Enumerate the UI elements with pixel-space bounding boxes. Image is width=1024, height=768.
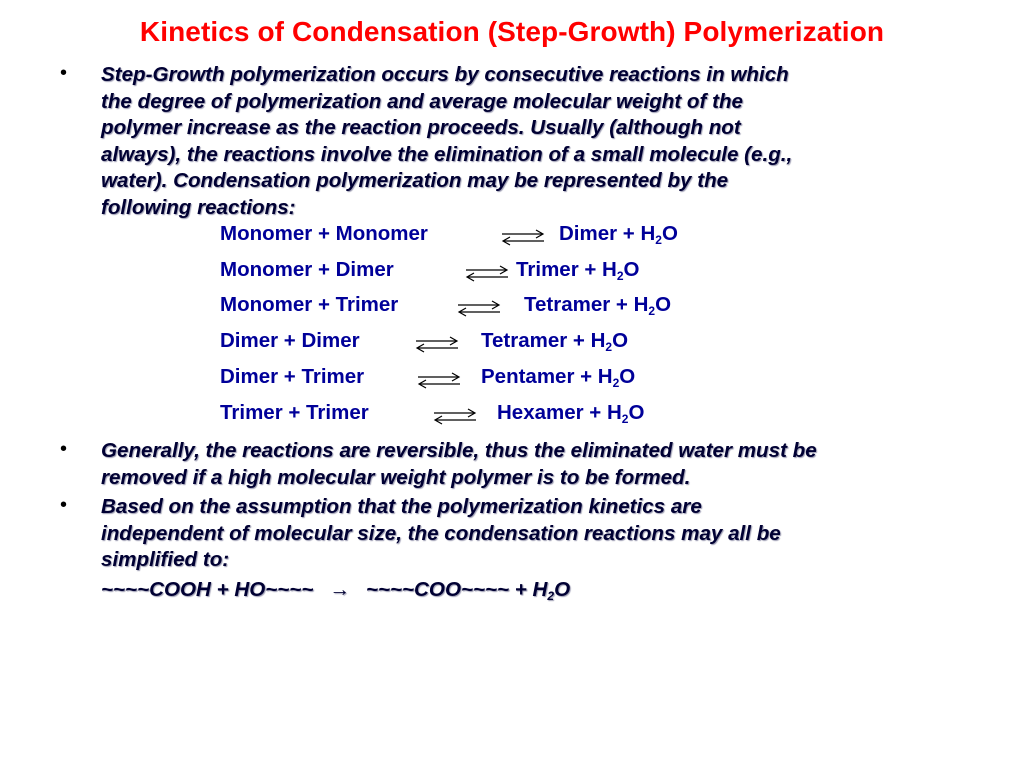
- reaction-product-tail: O: [628, 401, 645, 424]
- bullet-2-text: [101, 438, 1010, 491]
- equilibrium-arrow-icon: [416, 369, 462, 391]
- reaction-row: [220, 329, 820, 365]
- reaction-product: Trimer + H: [516, 258, 617, 281]
- equilibrium-arrow-icon: [432, 405, 478, 427]
- bullet-1: [60, 62, 1010, 222]
- reaction-lhs: Dimer + Dimer: [220, 329, 360, 352]
- equation-rhs-tail: O: [554, 578, 571, 601]
- bullet-1-text: [101, 62, 1010, 222]
- bullet-1-line: always), the reactions involve the elimination of a small molecule (e.g.,: [101, 142, 793, 166]
- subscript: 2: [621, 412, 629, 426]
- reaction-product-tail: O: [619, 365, 636, 388]
- reaction-product: Pentamer + H: [481, 365, 613, 388]
- equilibrium-arrow-icon: [464, 262, 510, 284]
- subscript: 2: [655, 233, 662, 247]
- reaction-row: [220, 258, 820, 294]
- bullet-3-line: independent of molecular size, the condensation reactions may all be: [101, 521, 781, 545]
- reaction-product: Hexamer + H: [497, 401, 622, 424]
- reaction-rhs: [481, 329, 628, 354]
- bullet-1-line: water). Condensation polymerization may be represented by the: [101, 169, 729, 193]
- reaction-product-tail: O: [661, 222, 678, 245]
- bullet-2: [60, 438, 1010, 491]
- reaction-row: [220, 222, 820, 258]
- reaction-rhs: [559, 222, 678, 247]
- equation-rhs: ~~~~COO~~~~ + H: [365, 578, 548, 601]
- reaction-product-tail: O: [623, 258, 640, 281]
- reaction-rhs: [481, 365, 635, 390]
- reaction-lhs: Monomer + Monomer: [220, 222, 428, 245]
- reaction-lhs: Monomer + Dimer: [220, 258, 394, 281]
- reaction-product-tail: O: [655, 293, 672, 316]
- bullet-marker: •: [60, 494, 68, 516]
- reaction-row: [220, 365, 820, 401]
- equilibrium-arrow-icon: [414, 333, 460, 355]
- reaction-rhs: [524, 293, 671, 318]
- bullet-2-line: removed if a high molecular weight polymer is to be formed.: [101, 465, 691, 489]
- bullet-3-line: simplified to:: [101, 548, 230, 572]
- reaction-row: [220, 401, 820, 437]
- bullet-3-text: [101, 494, 1010, 574]
- reaction-lhs: Dimer + Trimer: [220, 365, 365, 388]
- bullet-1-line: following reactions:: [101, 195, 296, 219]
- bullet-1-line: the degree of polymerization and average molecular weight of the: [101, 89, 743, 113]
- reaction-lhs: Trimer + Trimer: [220, 401, 369, 424]
- equilibrium-arrow-icon: [456, 297, 502, 319]
- bullet-marker: •: [60, 62, 68, 84]
- subscript: 2: [547, 589, 555, 603]
- subscript: 2: [612, 376, 620, 390]
- subscript: 2: [616, 269, 624, 283]
- right-arrow-icon: →: [329, 578, 350, 601]
- equilibrium-arrow-icon: [500, 226, 546, 248]
- subscript: 2: [648, 304, 656, 318]
- equation-lhs: ~~~~COOH + HO~~~~: [101, 578, 314, 601]
- reaction-row: [220, 293, 820, 329]
- reaction-product: Tetramer + H: [524, 293, 649, 316]
- slide-title: Kinetics of Condensation (Step-Growth) Polymerization: [139, 16, 885, 47]
- bullet-1-line: polymer increase as the reaction proceeds. Usually (although not: [101, 116, 741, 140]
- reaction-product-tail: O: [612, 329, 629, 352]
- subscript: 2: [605, 340, 613, 354]
- reaction-product: Dimer + H: [559, 222, 656, 245]
- bullet-marker: •: [60, 438, 68, 460]
- simplified-equation: [101, 578, 570, 603]
- bullet-1-line: Step-Growth polymerization occurs by consecutive reactions in which: [101, 63, 789, 86]
- bullet-2-line: Generally, the reactions are reversible, thus the eliminated water must be: [101, 439, 817, 462]
- bullet-3-line: Based on the assumption that the polymerization kinetics are: [101, 495, 702, 518]
- reaction-lhs: Monomer + Trimer: [220, 293, 399, 316]
- reaction-product: Tetramer + H: [481, 329, 606, 352]
- reaction-rhs: [497, 401, 644, 426]
- bullet-3: [60, 494, 1010, 574]
- reaction-rhs: [516, 258, 639, 283]
